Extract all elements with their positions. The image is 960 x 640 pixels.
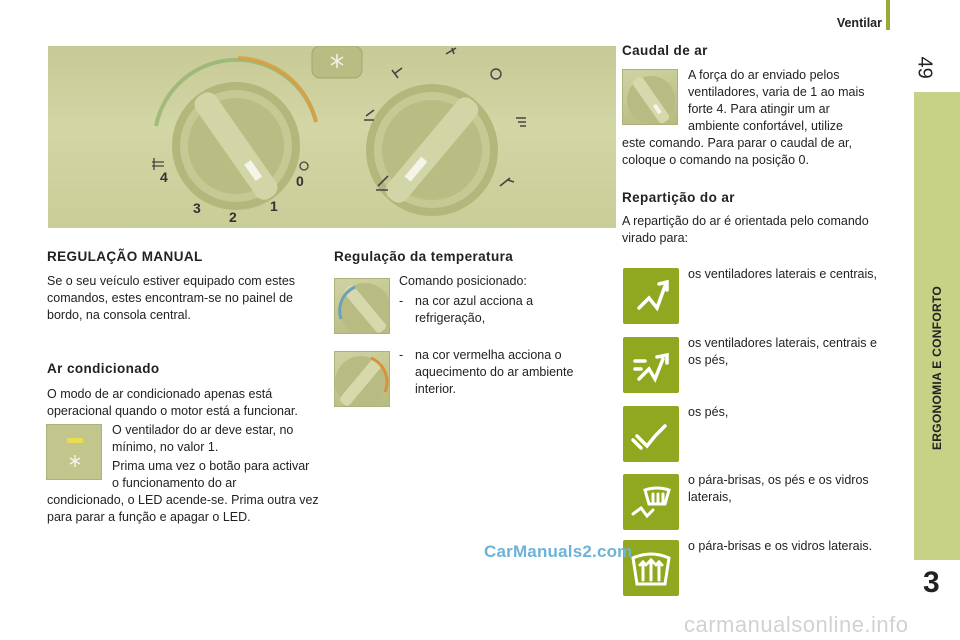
manual-regulation-text: Se o seu veículo estiver equipado com estes comandos, estes encontram-se no painel de bordo, na consola central. [47,274,296,322]
distribution-item-4: o pára-brisas, os pés e os vidros laterais, [688,473,869,504]
temperature-blue-thumbnail [334,278,390,334]
blue-dash: - [399,294,404,308]
ac-text-press-a: Prima uma vez o botão para activar o funcionamento do ar [112,459,310,490]
header-divider [886,0,890,30]
watermark-carmanualsonline[interactable]: carmanualsonline.info [684,612,909,637]
face-and-feet-icon [623,337,679,393]
ac-text-fan-min: O ventilador do ar deve estar, no mínimo, no valor 1. [112,423,294,454]
fan-speed-4: 4 [160,169,168,185]
distribution-item-3: os pés, [688,405,729,419]
feet-icon [623,406,679,462]
fan-speed-3: 3 [193,200,201,216]
airflow-title: Caudal de ar [622,43,708,58]
windscreen-and-feet-icon [623,474,679,530]
temperature-title: Regulação da temperatura [334,249,514,264]
page-number: 49 [913,56,936,79]
temperature-blue-text: na cor azul acciona a refrigeração, [415,294,534,325]
fan-speed-1: 1 [270,198,278,214]
airflow-dial-thumbnail [622,69,678,125]
chapter-label: ERGONOMIA E CONFORTO [930,285,944,450]
distribution-item-2: os ventiladores laterais, centrais e os pés, [688,336,877,367]
fan-speed-2: 2 [229,209,237,225]
temperature-intro: Comando posicionado: [399,274,527,288]
distribution-item-5: o pára-brisas e os vidros laterais. [688,539,873,553]
red-dash: - [399,348,404,362]
chapter-number: 3 [923,566,940,599]
ac-text-press-b: condicionado, o LED acende-se. Prima outra vez para parar a função e apagar o LED. [47,493,319,524]
ac-title: Ar condicionado [47,361,160,376]
distribution-item-1: os ventiladores laterais e centrais, [688,267,877,281]
airflow-text-b: este comando. Para parar o caudal de ar, coloque o comando na posição 0. [622,136,853,167]
airflow-text-a: A força do ar enviado pelos ventiladores, varia de 1 ao mais forte 4. Para atingir um ar ambiente confortável, utilize [688,68,865,133]
section-header-title: Ventilar [836,16,882,30]
face-vents-icon [623,268,679,324]
control-panel-photo [48,46,616,228]
manual-regulation-title: REGULAÇÃO MANUAL [47,249,203,264]
temperature-red-thumbnail [334,351,390,407]
ac-button-thumbnail [46,424,102,480]
distribution-intro: A repartição do ar é orientada pelo comando virado para: [622,214,869,245]
ac-text-operational: O modo de ar condicionado apenas está operacional quando o motor está a funcionar. [47,387,298,418]
watermark-carmanuals2[interactable]: CarManuals2.com [484,542,633,561]
distribution-title: Repartição do ar [622,190,735,205]
temperature-red-text: na cor vermelha acciona o aquecimento do ar ambiente interior. [415,348,574,396]
fan-speed-0: 0 [296,173,304,189]
